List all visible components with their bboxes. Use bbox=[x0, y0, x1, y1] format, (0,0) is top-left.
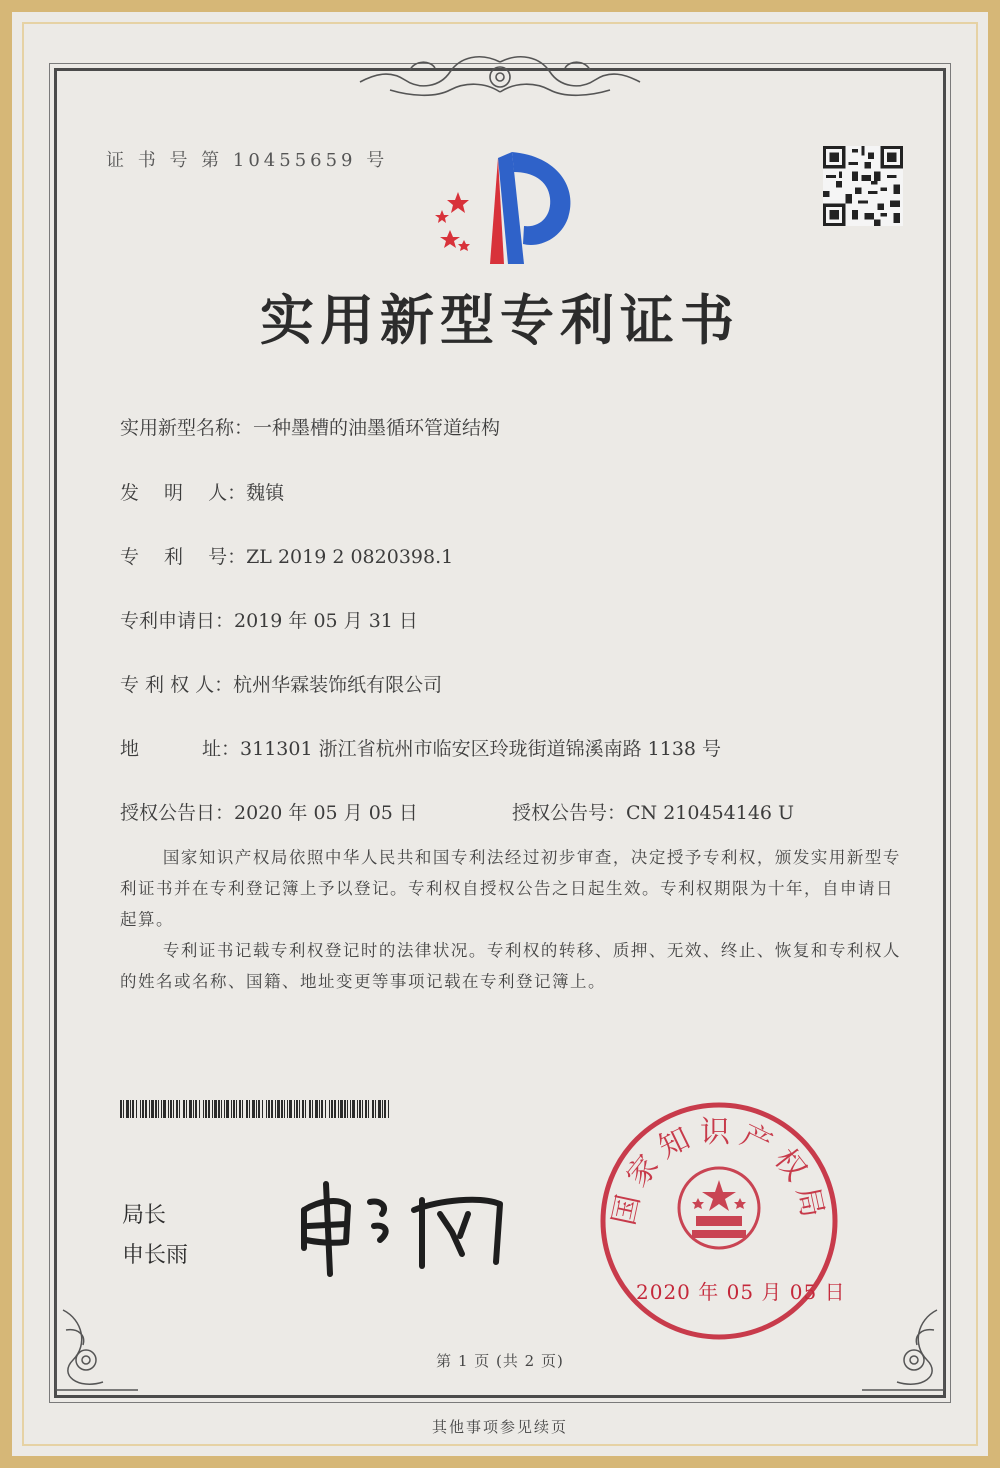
barcode-bar bbox=[186, 1100, 187, 1118]
barcode-bar bbox=[158, 1100, 159, 1118]
field-label: 发 明 人： bbox=[120, 482, 247, 504]
bottom-right-ornament bbox=[862, 1290, 952, 1400]
barcode-bar bbox=[388, 1100, 389, 1118]
certificate-number: 证 书 号 第 10455659 号 bbox=[106, 150, 389, 171]
barcode-bar bbox=[384, 1100, 386, 1118]
barcode-bar bbox=[242, 1100, 243, 1118]
official-signature-block bbox=[122, 1196, 188, 1276]
official-title: 局长 bbox=[122, 1203, 167, 1228]
barcode-bar bbox=[140, 1100, 141, 1118]
barcode-bar bbox=[120, 1100, 122, 1118]
barcode-bar bbox=[275, 1100, 276, 1118]
barcode-bar bbox=[268, 1100, 270, 1118]
barcode-bar bbox=[357, 1100, 358, 1118]
barcode-bar bbox=[329, 1100, 330, 1118]
barcode-bar bbox=[277, 1100, 280, 1118]
barcode-bar bbox=[170, 1100, 172, 1118]
barcode-bar bbox=[173, 1100, 174, 1118]
barcode-bar bbox=[193, 1100, 194, 1118]
barcode-bar bbox=[334, 1100, 336, 1118]
barcode-bar bbox=[262, 1100, 263, 1118]
barcode-bar bbox=[281, 1100, 283, 1118]
barcode-bar bbox=[161, 1100, 162, 1118]
barcode-bar bbox=[203, 1100, 204, 1118]
seal-text: 国家知识产权局 bbox=[606, 1114, 832, 1229]
barcode-bar bbox=[284, 1100, 285, 1118]
barcode-bar bbox=[352, 1100, 355, 1118]
barcode-bar bbox=[130, 1100, 131, 1118]
page-number: 第 1 页 (共 2 页) bbox=[436, 1352, 564, 1370]
field-grant-date bbox=[120, 798, 418, 825]
official-name: 申长雨 bbox=[122, 1243, 189, 1268]
barcode-bar bbox=[151, 1100, 154, 1118]
barcode-bar bbox=[246, 1100, 248, 1118]
bottom-left-ornament bbox=[48, 1290, 138, 1400]
barcode-bar bbox=[319, 1100, 320, 1118]
barcode-bar bbox=[132, 1100, 134, 1118]
barcode-bar bbox=[239, 1100, 241, 1118]
barcode-bar bbox=[309, 1100, 311, 1118]
field-label: 专 利 权 人： bbox=[120, 674, 234, 696]
field-label: 实用新型名称： bbox=[120, 417, 254, 439]
barcode-bar bbox=[252, 1100, 255, 1118]
barcode-bar bbox=[136, 1100, 137, 1118]
barcode-bar bbox=[236, 1100, 237, 1118]
barcode-bar bbox=[126, 1100, 129, 1118]
barcode-bar bbox=[287, 1100, 288, 1118]
barcode-bar bbox=[266, 1100, 267, 1118]
barcode-bar bbox=[142, 1100, 144, 1118]
barcode bbox=[120, 1100, 392, 1118]
svg-text:国家知识产权局 bbox=[606, 1115, 831, 1229]
barcode-bar bbox=[365, 1100, 367, 1118]
barcode-bar bbox=[256, 1100, 257, 1118]
barcode-bar bbox=[258, 1100, 260, 1118]
continued-note: 其他事项参见续页 bbox=[431, 1418, 568, 1436]
barcode-bar bbox=[123, 1100, 124, 1118]
field-label: 地 址： bbox=[120, 738, 241, 760]
barcode-bar bbox=[163, 1100, 166, 1118]
barcode-bar bbox=[183, 1100, 185, 1118]
field-label: 专利申请日： bbox=[120, 610, 235, 632]
barcode-bar bbox=[362, 1100, 363, 1118]
barcode-bar bbox=[325, 1100, 326, 1118]
barcode-bar bbox=[344, 1100, 346, 1118]
barcode-bar bbox=[218, 1100, 220, 1118]
barcode-bar bbox=[382, 1100, 383, 1118]
barcode-bar bbox=[375, 1100, 376, 1118]
barcode-bar bbox=[338, 1100, 339, 1118]
barcode-bar bbox=[195, 1100, 197, 1118]
barcode-bar bbox=[305, 1100, 306, 1118]
grant-statement: 国家知识产权局依照中华人民共和国专利法经过初步审查，决定授予专利权，颁发实用新型专利证书并在专利登记簿上予以登记。专利权自授权公告之日起生效。专利权期限为十年，自申请日起算。 bbox=[120, 848, 901, 929]
field-address bbox=[120, 734, 721, 761]
barcode-bar bbox=[179, 1100, 180, 1118]
barcode-bar bbox=[271, 1100, 273, 1118]
barcode-bar bbox=[212, 1100, 213, 1118]
barcode-bar bbox=[249, 1100, 250, 1118]
barcode-bar bbox=[199, 1100, 200, 1118]
barcode-bar bbox=[189, 1100, 192, 1118]
field-value: 2020 年 05 月 05 日 bbox=[234, 802, 418, 824]
field-value: 311301 浙江省杭州市临安区玲珑街道锦溪南路 1138 号 bbox=[240, 738, 722, 760]
barcode-bar bbox=[226, 1100, 229, 1118]
field-value: ZL 2019 2 0820398.1 bbox=[246, 546, 454, 568]
field-grant-number bbox=[512, 798, 794, 825]
barcode-bar bbox=[221, 1100, 222, 1118]
barcode-bar bbox=[372, 1100, 374, 1118]
field-value: 一种墨槽的油墨循环管道结构 bbox=[253, 417, 501, 439]
barcode-bar bbox=[302, 1100, 304, 1118]
barcode-bar bbox=[205, 1100, 207, 1118]
barcode-bar bbox=[289, 1100, 292, 1118]
field-value: CN 210454146 U bbox=[626, 802, 795, 824]
barcode-bar bbox=[155, 1100, 157, 1118]
field-value: 2019 年 05 月 31 日 bbox=[234, 610, 418, 632]
barcode-bar bbox=[224, 1100, 225, 1118]
barcode-bar bbox=[350, 1100, 351, 1118]
field-application-date bbox=[120, 606, 418, 633]
handwritten-signature bbox=[290, 1170, 520, 1280]
barcode-bar bbox=[294, 1100, 295, 1118]
barcode-bar bbox=[233, 1100, 235, 1118]
barcode-bar bbox=[340, 1100, 343, 1118]
barcode-bar bbox=[312, 1100, 313, 1118]
field-label: 授权公告日： bbox=[120, 802, 235, 824]
barcode-bar bbox=[176, 1100, 178, 1118]
barcode-bar bbox=[296, 1100, 298, 1118]
barcode-bar bbox=[331, 1100, 333, 1118]
top-ornament bbox=[350, 52, 650, 102]
barcode-bar bbox=[208, 1100, 210, 1118]
field-patent-holder bbox=[120, 670, 442, 697]
official-seal bbox=[596, 1098, 842, 1344]
field-patent-number bbox=[120, 542, 453, 569]
field-label: 专 利 号： bbox=[120, 546, 247, 568]
barcode-bar bbox=[168, 1100, 169, 1118]
certificate-title: 实用新型专利证书 bbox=[260, 289, 740, 352]
barcode-bar bbox=[145, 1100, 147, 1118]
barcode-bar bbox=[315, 1100, 318, 1118]
barcode-bar bbox=[299, 1100, 300, 1118]
barcode-bar bbox=[149, 1100, 150, 1118]
barcode-bar bbox=[321, 1100, 323, 1118]
field-utility-name bbox=[120, 413, 500, 440]
barcode-bar bbox=[347, 1100, 348, 1118]
field-label: 授权公告号： bbox=[512, 802, 627, 824]
patent-office-logo bbox=[428, 148, 588, 268]
field-value: 魏镇 bbox=[246, 482, 285, 504]
field-value: 杭州华霖装饰纸有限公司 bbox=[233, 674, 443, 696]
seal-date: 2020 年 05 月 05 日 bbox=[636, 1280, 846, 1304]
qr-code bbox=[823, 146, 903, 226]
barcode-bar bbox=[368, 1100, 369, 1118]
legal-status-statement: 专利证书记载专利权登记时的法律状况。专利权的转移、质押、无效、终止、恢复和专利权人的姓名或名称、国籍、地址变更等事项记载在专利登记簿上。 bbox=[120, 941, 901, 991]
barcode-bar bbox=[378, 1100, 381, 1118]
barcode-bar bbox=[214, 1100, 217, 1118]
barcode-bar bbox=[231, 1100, 232, 1118]
barcode-bar bbox=[359, 1100, 361, 1118]
field-inventor bbox=[120, 478, 284, 505]
